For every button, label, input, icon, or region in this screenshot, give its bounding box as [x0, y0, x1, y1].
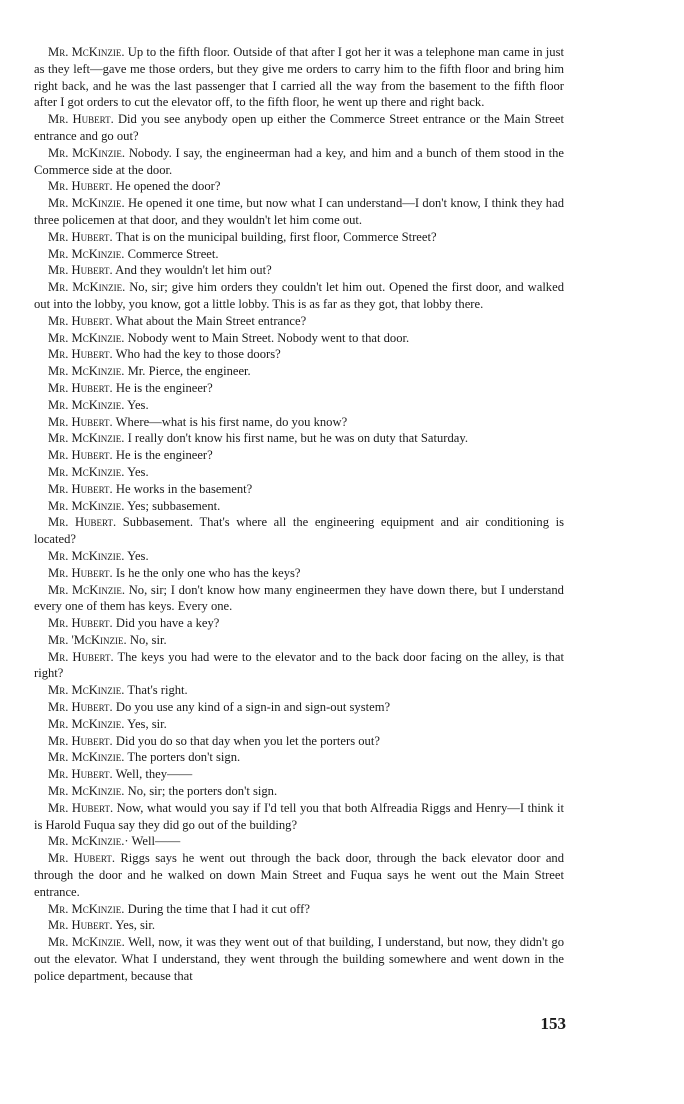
speaker-label: Mr. Hubert. [48, 733, 113, 748]
speech-text: No, sir; the porters don't sign. [127, 784, 278, 799]
transcript-paragraph [34, 464, 564, 481]
speaker-label: Mr. McKinzie. [48, 548, 125, 563]
speaker-label: Mr. McKinzie. [48, 498, 125, 513]
transcript-paragraph [34, 346, 564, 363]
speaker-label: Mr. Hubert. [48, 263, 113, 278]
speech-text: Riggs says he went out through the back door, through the back elevator door and through the door and he walked on down Main Street and Fuqua says he went out the Main Street entrance. [34, 851, 565, 899]
speech-text: Yes. [127, 548, 149, 563]
transcript-paragraph [34, 514, 564, 548]
transcript-paragraph [34, 733, 564, 750]
transcript-paragraph [34, 548, 564, 565]
transcript-paragraph [34, 901, 564, 918]
speech-text: Yes; subbasement. [127, 498, 221, 513]
transcript-paragraph [34, 632, 564, 649]
speech-text: Yes, sir. [127, 716, 167, 731]
transcript-paragraph [34, 414, 564, 431]
transcript-paragraph [34, 766, 564, 783]
speaker-label: Mr. McKinzie. [48, 196, 125, 211]
page-number: 153 [540, 1014, 566, 1033]
speech-text: Nobody. I say, the engineerman had a key, and him and a bunch of them stood in the Commerce side at the door. [34, 145, 565, 177]
transcript-paragraph [34, 246, 564, 263]
speech-text: Yes, sir. [115, 918, 156, 933]
speech-text: Nobody went to Main Street. Nobody went to that door. [127, 330, 410, 345]
speaker-label: Mr. Hubert. [48, 700, 113, 715]
speaker-label: Mr. Hubert. [48, 918, 113, 933]
speaker-label: Mr. McKinzie. [48, 246, 125, 261]
speech-text: Well, they—— [115, 767, 193, 782]
transcript-paragraph [34, 917, 564, 934]
speaker-label: Mr. 'McKinzie. [48, 632, 127, 647]
speech-text: He works in the basement? [115, 481, 253, 496]
speaker-label: Mr. Hubert. [48, 515, 117, 530]
speech-text: Subbasement. That's where all the engineering equipment and air conditioning is located? [34, 515, 564, 547]
speech-text: Did you do so that day when you let the porters out? [115, 733, 380, 748]
speaker-label: Mr. McKinzie. [48, 45, 125, 59]
speech-text: He opened it one time, but now what I can understand—I don't know, I think they had three policemen at that door, and they wouldn't let him come out. [34, 196, 564, 227]
speaker-label: Mr. Hubert. [48, 481, 113, 496]
speaker-label: Mr. McKinzie. [48, 582, 125, 597]
transcript-paragraph [34, 44, 564, 111]
transcript-paragraph [34, 649, 564, 683]
speaker-label: Mr. McKinzie.· [48, 834, 129, 849]
speaker-label: Mr. McKinzie. [48, 716, 125, 731]
transcript-paragraph [34, 565, 564, 582]
transcript-paragraph [34, 430, 564, 447]
speaker-label: Mr. McKinzie. [48, 935, 125, 950]
speech-text: Now, what would you say if I'd tell you that both Alfreadia Riggs and Henry—I think it is Harold Fuqua say they did go out of the building? [34, 800, 564, 832]
speaker-label: Mr. McKinzie. [48, 364, 125, 379]
speech-text: No, sir. [129, 632, 167, 647]
speaker-label: Mr. Hubert. [48, 380, 113, 395]
speech-text: That's right. [127, 683, 188, 698]
transcript-paragraph [34, 833, 564, 850]
speech-text: Well, now, it was they went out of that building, I understand, but now, they didn't go out the elevator. What I understand, they went through the building somewhere and went down in the police department, because that [34, 935, 564, 983]
transcript-paragraph [34, 262, 564, 279]
speech-text: Commerce Street. [127, 246, 219, 261]
speech-text: Well—— [131, 834, 181, 849]
transcript-paragraph [34, 447, 564, 464]
transcript-paragraph [34, 699, 564, 716]
speaker-label: Mr. McKinzie. [48, 330, 125, 345]
speech-text: And they wouldn't let him out? [115, 263, 272, 278]
transcript-paragraph [34, 800, 564, 834]
speech-text: The keys you had were to the elevator and to the back door facing on the alley, is that right? [34, 649, 565, 681]
speech-text: He is the engineer? [115, 448, 213, 463]
speech-text: Mr. Pierce, the engineer. [127, 364, 251, 379]
transcript-paragraph [34, 145, 564, 179]
speaker-label: Mr. Hubert. [48, 179, 113, 194]
speaker-label: Mr. Hubert. [48, 616, 113, 631]
transcript-paragraph [34, 749, 564, 766]
speech-text: Is he the only one who has the keys? [115, 565, 301, 580]
speech-text: What about the Main Street entrance? [115, 313, 307, 328]
speech-text: Yes. [127, 397, 149, 412]
transcript-paragraph [34, 229, 564, 246]
transcript-paragraph [34, 498, 564, 515]
transcript-paragraph [34, 481, 564, 498]
speech-text: I really don't know his first name, but he was on duty that Saturday. [127, 431, 468, 446]
speech-text: The porters don't sign. [127, 750, 241, 765]
transcript-page [34, 44, 564, 985]
transcript-paragraph [34, 380, 564, 397]
speaker-label: Mr. McKinzie. [48, 431, 125, 446]
speech-text: Do you use any kind of a sign-in and sign-out system? [115, 700, 391, 715]
speech-text: He opened the door? [115, 179, 221, 194]
transcript-paragraph [34, 313, 564, 330]
speaker-label: Mr. Hubert. [48, 448, 113, 463]
transcript-paragraph [34, 363, 564, 380]
transcript-paragraph [34, 934, 564, 984]
speech-text: No, sir; I don't know how many engineermen they have down there, but I understand every one of them has keys. Every one. [34, 582, 564, 614]
speaker-label: Mr. Hubert. [48, 800, 114, 815]
speaker-label: Mr. McKinzie. [48, 464, 125, 479]
transcript-paragraph [34, 111, 564, 145]
transcript-paragraph [34, 330, 564, 347]
speaker-label: Mr. Hubert. [48, 767, 113, 782]
speech-text: Who had the key to those doors? [115, 347, 281, 362]
speaker-label: Mr. Hubert. [48, 347, 113, 362]
transcript-paragraph [34, 279, 564, 313]
speech-text: Up to the fifth floor. Outside of that after I got her it was a telephone man came in just as they left—gave me those orders, but they give me orders to carry him to the fifth floor and bring him right back, and he was the last passenger that I carried all the way from the basement to the fifth floor after I got orders to cut the elevator off, to the fifth floor, he went up there and right back. [34, 45, 564, 110]
transcript-paragraph [34, 783, 564, 800]
speaker-label: Mr. McKinzie. [48, 784, 125, 799]
speaker-label: Mr. Hubert. [48, 851, 115, 866]
speaker-label: Mr. Hubert. [48, 112, 114, 127]
speaker-label: Mr. Hubert. [48, 229, 113, 244]
speaker-label: Mr. McKinzie. [48, 750, 125, 765]
speech-text: Did you see anybody open up either the Commerce Street entrance or the Main Street entrance and go out? [34, 112, 565, 143]
transcript-paragraph [34, 397, 564, 414]
speaker-label: Mr. McKinzie. [48, 280, 126, 295]
transcript-paragraph [34, 615, 564, 632]
transcript-paragraph [34, 178, 564, 195]
transcript-paragraph [34, 582, 564, 616]
transcript-paragraph [34, 716, 564, 733]
speech-text: That is on the municipal building, first floor, Commerce Street? [115, 229, 437, 244]
speech-text: Did you have a key? [115, 616, 220, 631]
speech-text: Where—what is his first name, do you know? [115, 414, 348, 429]
speaker-label: Mr. Hubert. [48, 313, 113, 328]
transcript-paragraph [34, 682, 564, 699]
speaker-label: Mr. McKinzie. [48, 683, 125, 698]
speaker-label: Mr. McKinzie. [48, 901, 125, 916]
transcript-paragraph [34, 850, 564, 900]
transcript-paragraph [34, 195, 564, 229]
speaker-label: Mr. McKinzie. [48, 397, 125, 412]
speaker-label: Mr. Hubert. [48, 565, 113, 580]
speech-text: During the time that I had it cut off? [127, 901, 310, 916]
speaker-label: Mr. McKinzie. [48, 145, 126, 160]
speaker-label: Mr. Hubert. [48, 414, 113, 429]
speech-text: Yes. [127, 464, 149, 479]
speech-text: No, sir; give him orders they couldn't let him out. Opened the first door, and walked out into the lobby, you know, got a little lobby. This is as far as they got, that lobby there. [34, 280, 564, 311]
speech-text: He is the engineer? [115, 380, 213, 395]
speaker-label: Mr. Hubert. [48, 649, 114, 664]
